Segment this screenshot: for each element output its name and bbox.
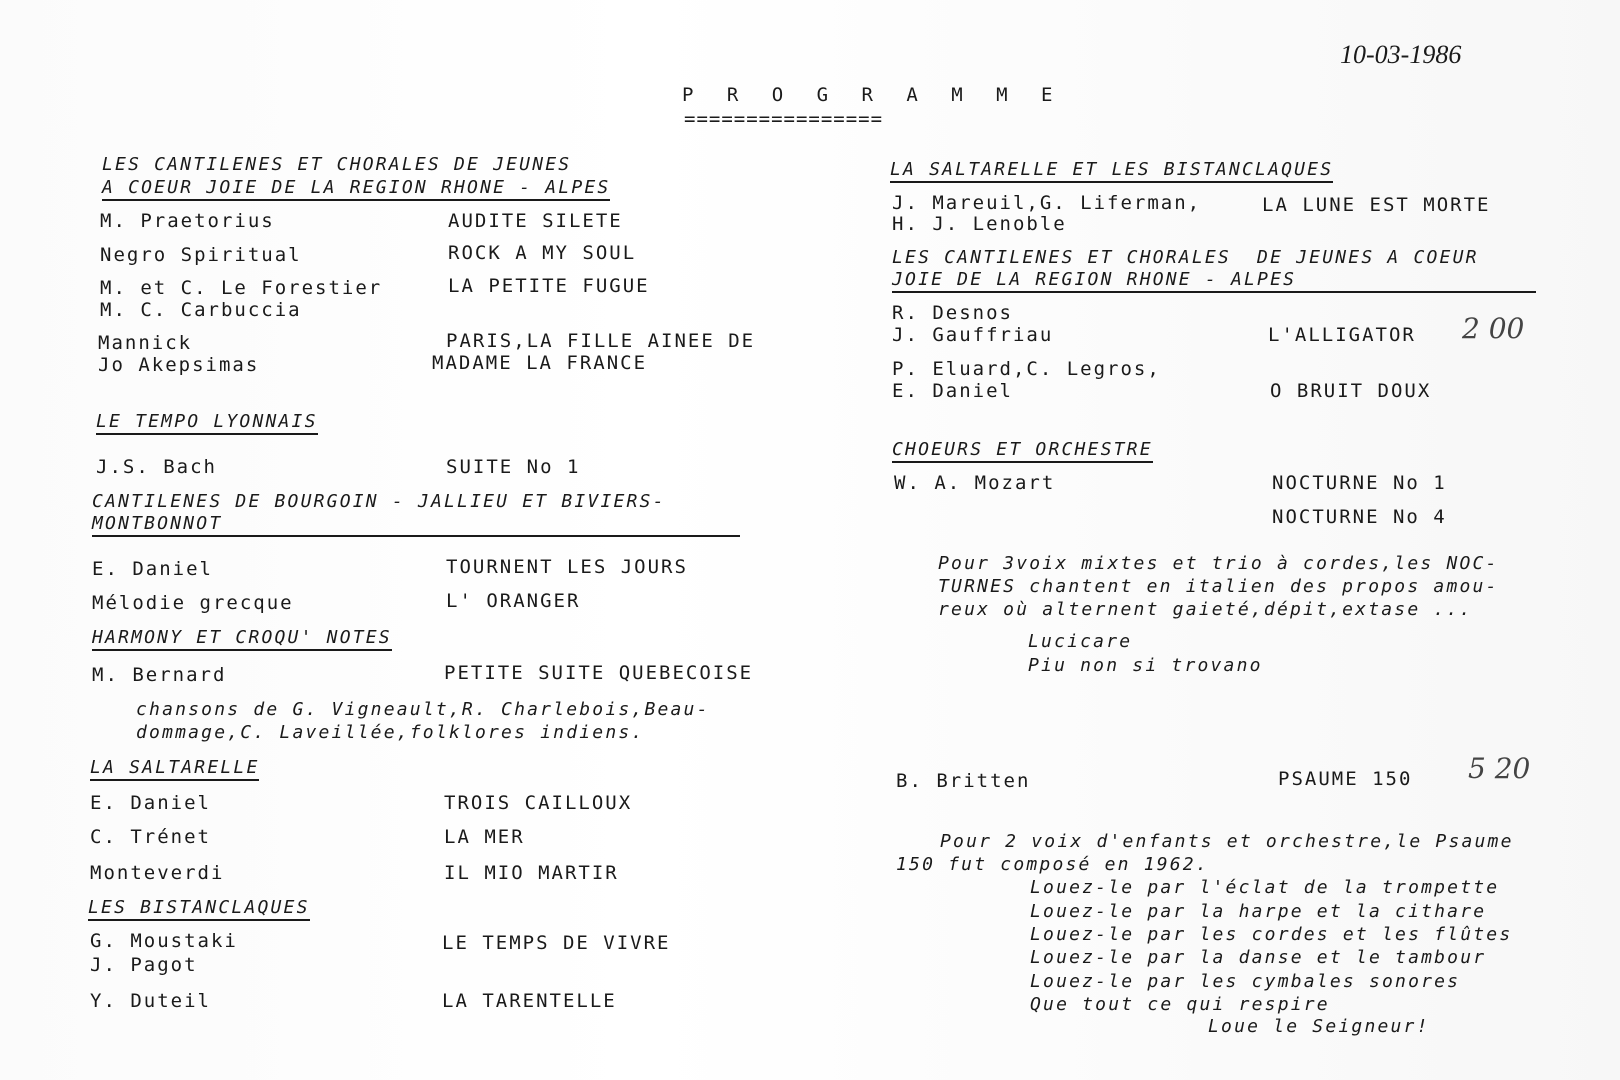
piece-title: ROCK A MY SOUL [448, 242, 637, 264]
section-heading: LES BISTANCLAQUES [88, 896, 310, 921]
handwritten-timing: 2 00 [1462, 312, 1525, 345]
composer: E. Daniel [92, 558, 213, 580]
note-text: reux où alternent gaieté,dépit,extase ... [938, 599, 1473, 620]
composer: M. Praetorius [100, 210, 275, 232]
composer: Monteverdi [90, 862, 225, 884]
piece-title: LA PETITE FUGUE [448, 275, 650, 297]
section-heading: LES CANTILENES ET CHORALES DE JEUNES A COEUR [892, 247, 1479, 268]
piece-title: SUITE No 1 [446, 456, 581, 478]
title-underline: ================ [684, 108, 884, 130]
date-stamp: 10-03-1986 [1340, 40, 1462, 69]
note-text: dommage,C. Laveillée,folklores indiens. [136, 722, 645, 743]
piece-title: NOCTURNE No 1 [1272, 472, 1447, 494]
piece-title: MADAME LA FRANCE [432, 352, 648, 374]
psalm-verse: Louez-le par la danse et le tambour [1030, 947, 1487, 968]
piece-title: TOURNENT LES JOURS [446, 556, 688, 578]
composer: Jo Akepsimas [98, 354, 260, 376]
piece-title: LA LUNE EST MORTE [1262, 194, 1491, 216]
piece-title: L' ORANGER [446, 590, 581, 612]
section-heading: LA SALTARELLE [90, 756, 259, 781]
note-text: Pour 3voix mixtes et trio à cordes,les NOC- [938, 553, 1499, 574]
piece-title: LA MER [444, 826, 525, 848]
section-heading: LE TEMPO LYONNAIS [96, 410, 318, 435]
composer: E. Daniel [892, 380, 1013, 402]
composer: H. J. Lenoble [892, 213, 1067, 235]
composer: W. A. Mozart [894, 472, 1056, 494]
piece-title: AUDITE SILETE [448, 210, 623, 232]
composer: Mannick [98, 332, 193, 354]
section-heading: LA SALTARELLE ET LES BISTANCLAQUES [890, 158, 1333, 183]
psalm-verse: Louez-le par la harpe et la cithare [1030, 901, 1487, 922]
composer: J. Mareuil,G. Liferman, [892, 192, 1202, 214]
composer: J. Gauffriau [892, 324, 1054, 346]
composer: J.S. Bach [96, 456, 217, 478]
song-title: Lucicare [1028, 631, 1133, 652]
page-title: P R O G R A M M E [682, 84, 1064, 106]
section-heading: JOIE DE LA REGION RHONE - ALPES [892, 268, 1536, 293]
section-heading: MONTBONNOT [92, 512, 740, 537]
note-text: TURNES chantent en italien des propos amou- [938, 576, 1499, 597]
composer: J. Pagot [90, 954, 198, 976]
piece-title: PSAUME 150 [1278, 768, 1413, 790]
song-title: Piu non si trovano [1028, 655, 1263, 676]
psalm-verse: Louez-le par l'éclat de la trompette [1030, 877, 1500, 898]
psalm-verse: Loue le Seigneur! [1208, 1016, 1430, 1037]
composer: Negro Spiritual [100, 244, 302, 266]
piece-title: LA TARENTELLE [442, 990, 617, 1012]
psalm-verse: Que tout ce qui respire [1030, 994, 1330, 1015]
section-heading: CANTILENES DE BOURGOIN - JALLIEU ET BIVIERS- [92, 491, 666, 512]
composer: P. Eluard,C. Legros, [892, 358, 1161, 380]
section-heading: LES CANTILENES ET CHORALES DE JEUNES [102, 154, 572, 175]
psalm-verse: Louez-le par les cordes et les flûtes [1030, 924, 1513, 945]
section-heading: HARMONY ET CROQU' NOTES [92, 626, 392, 651]
note-text: chansons de G. Vigneault,R. Charlebois,Beau- [136, 699, 710, 720]
piece-title: O BRUIT DOUX [1270, 380, 1432, 402]
piece-title: IL MIO MARTIR [444, 862, 619, 884]
note-text: 150 fut composé en 1962. [896, 854, 1209, 875]
handwritten-timing: 5 20 [1468, 752, 1531, 785]
composer: M. C. Carbuccia [100, 299, 302, 321]
composer: Y. Duteil [90, 990, 211, 1012]
note-text: Pour 2 voix d'enfants et orchestre,le Psaume [940, 831, 1514, 852]
piece-title: L'ALLIGATOR [1268, 324, 1416, 346]
piece-title: TROIS CAILLOUX [444, 792, 633, 814]
piece-title: NOCTURNE No 4 [1272, 506, 1447, 528]
section-heading: A COEUR JOIE DE LA REGION RHONE - ALPES [102, 176, 610, 201]
psalm-verse: Louez-le par les cymbales sonores [1030, 971, 1461, 992]
piece-title: LE TEMPS DE VIVRE [442, 932, 671, 954]
composer: E. Daniel [90, 792, 211, 814]
section-heading: CHOEURS ET ORCHESTRE [892, 438, 1153, 463]
composer: R. Desnos [892, 302, 1013, 324]
composer: C. Trénet [90, 826, 211, 848]
composer: B. Britten [896, 770, 1031, 792]
composer: Mélodie grecque [92, 592, 294, 614]
piece-title: PETITE SUITE QUEBECOISE [444, 662, 754, 684]
piece-title: PARIS,LA FILLE AINEE DE [446, 330, 756, 352]
composer: M. Bernard [92, 664, 227, 686]
composer: M. et C. Le Forestier [100, 277, 383, 299]
composer: G. Moustaki [90, 930, 238, 952]
